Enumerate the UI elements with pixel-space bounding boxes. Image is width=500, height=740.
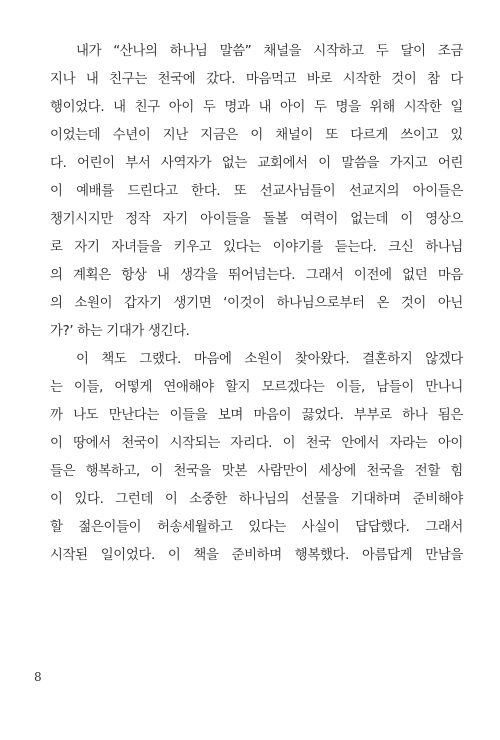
text-line: 이 있다. 그런데 이 소중한 하나님의 선물을 기대하며 준비해야 xyxy=(50,492,463,507)
paragraph-2 xyxy=(50,346,463,570)
body-text xyxy=(50,38,463,570)
text-line: 할 젊은이들이 허송세월하고 있다는 사실이 답답했다. 그래서 xyxy=(50,520,463,535)
text-line: 내가 “산나의 하나님 말씀” 채널을 시작하고 두 달이 조금 xyxy=(76,44,463,59)
text-line: 의 계획은 항상 내 생각을 뛰어넘는다. 그래서 이전에 없던 마음 xyxy=(50,268,463,283)
paragraph-1 xyxy=(50,38,463,346)
text-line: 이 땅에서 천국이 시작되는 자리다. 이 천국 안에서 자라는 아이 xyxy=(50,436,463,451)
text-line: 시작된 일이었다. 이 책을 준비하며 행복했다. 아름답게 만남을 xyxy=(50,548,463,563)
text-line: 행이었다. 내 친구 아이 두 명과 내 아이 두 명을 위해 시작한 일 xyxy=(50,100,463,115)
text-line: 이 책도 그랬다. 마음에 소원이 찾아왔다. 결혼하지 않겠다 xyxy=(76,352,463,367)
text-line: 지나 내 친구는 천국에 갔다. 마음먹고 바로 시작한 것이 참 다 xyxy=(50,72,463,87)
text-line: 챙기시지만 정작 자기 아이들을 돌볼 여력이 없는데 이 영상으 xyxy=(50,212,463,227)
text-line: 는 이들, 어떻게 연애해야 할지 모르겠다는 이들, 남들이 만나니 xyxy=(50,380,463,395)
page-number: 8 xyxy=(34,670,42,684)
text-line: 들은 행복하고, 이 천국을 맛본 사람만이 세상에 천국을 전할 힘 xyxy=(50,464,463,479)
text-line: 이 예배를 드린다고 한다. 또 선교사님들이 선교지의 아이들은 xyxy=(50,184,463,199)
text-line: 다. 어린이 부서 사역자가 없는 교회에서 이 말씀을 가지고 어린 xyxy=(50,156,463,171)
text-line: 가?’ 하는 기대가 생긴다. xyxy=(50,324,190,339)
text-line: 로 자기 자녀들을 키우고 있다는 이야기를 듣는다. 크신 하나님 xyxy=(50,240,463,255)
text-line: 까 나도 만난다는 이들을 보며 마음이 끓었다. 부부로 하나 됨은 xyxy=(50,408,463,423)
text-line: 이었는데 수년이 지난 지금은 이 채널이 또 다르게 쓰이고 있 xyxy=(50,128,463,143)
text-line: 의 소원이 갑자기 생기면 ‘이것이 하나님으로부터 온 것이 아닌 xyxy=(50,296,463,311)
